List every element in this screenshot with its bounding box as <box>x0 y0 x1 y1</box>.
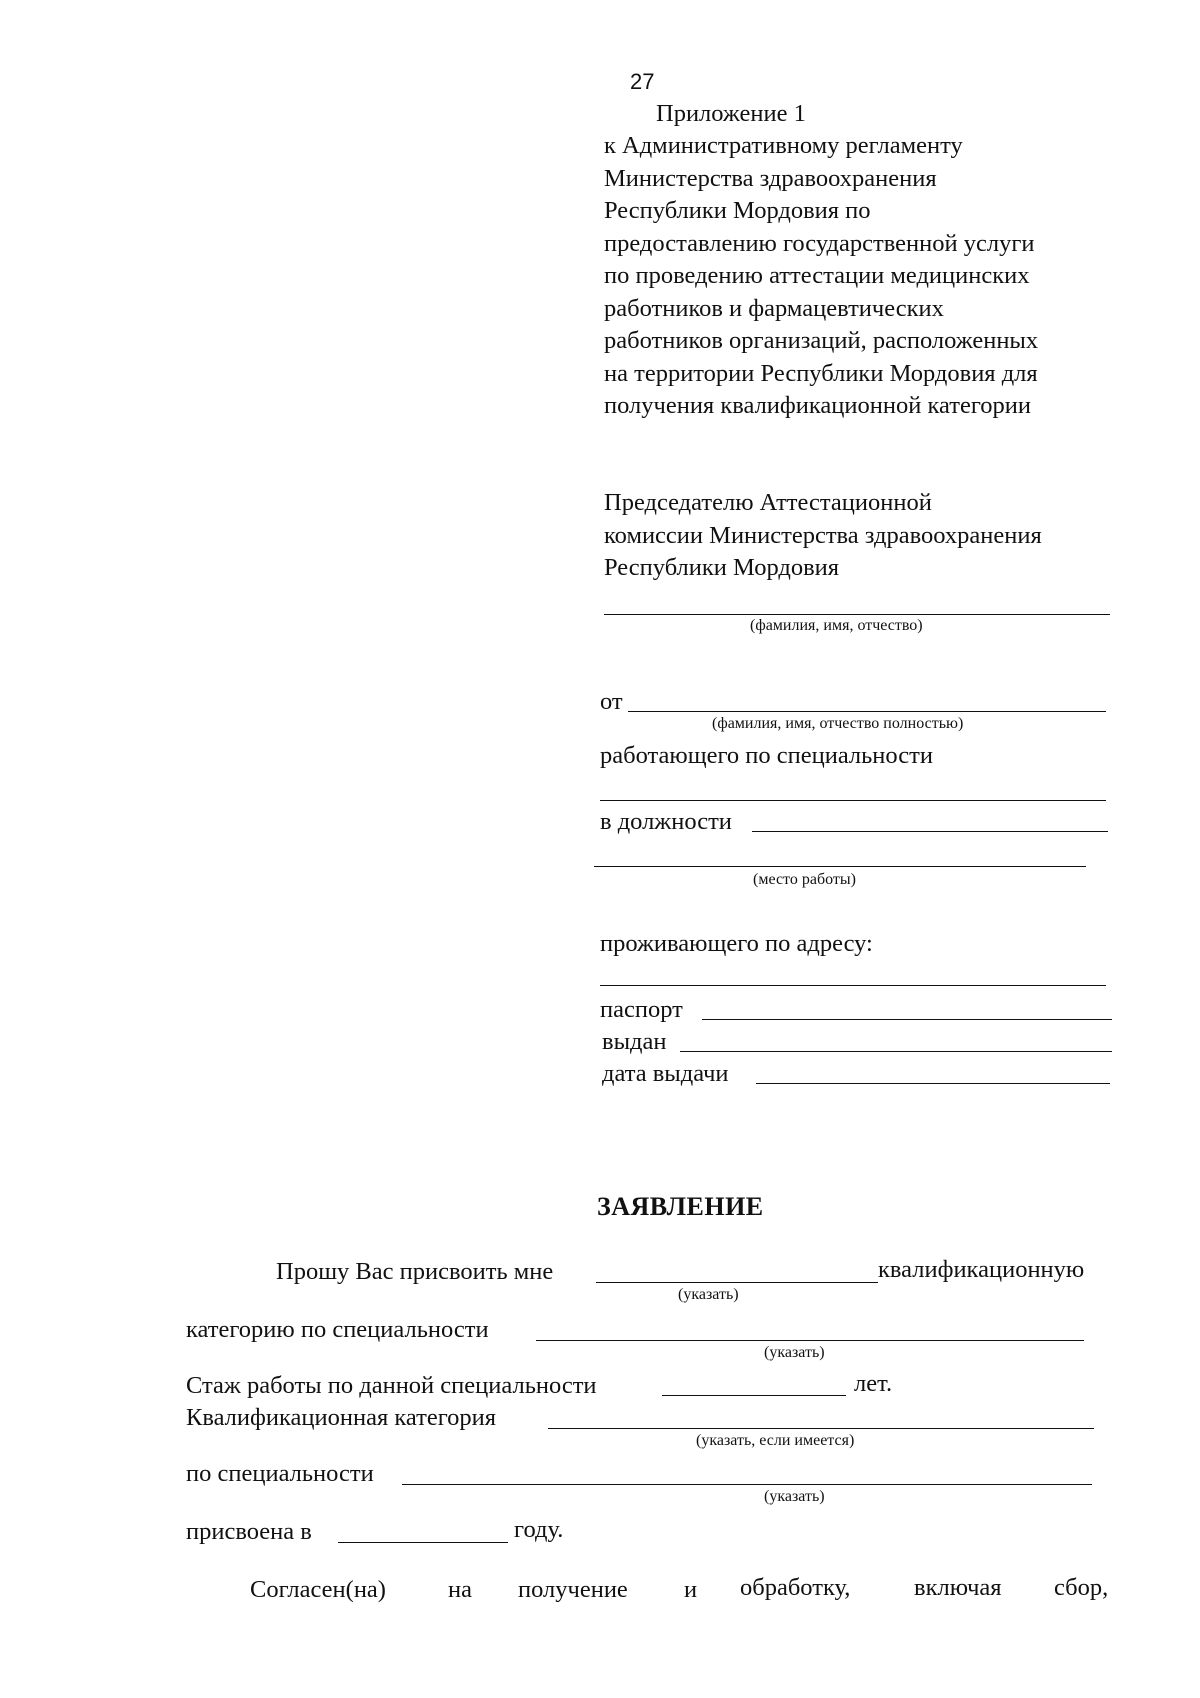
appendix-line: предоставлению государственной услуги <box>604 229 1035 257</box>
category-label: категорию по специальности <box>186 1316 489 1343</box>
consent-word: Согласен(на) <box>250 1576 386 1603</box>
assigned-in-label: присвоена в <box>186 1518 312 1545</box>
current-category-caption: (указать, если имеется) <box>696 1432 855 1449</box>
consent-word: и <box>684 1576 698 1603</box>
addressee-line: Республики Мордовия <box>604 554 840 581</box>
specify-caption: (указать) <box>678 1286 739 1303</box>
appendix-line: по проведению аттестации медицинских <box>604 262 1030 289</box>
appendix-title: Приложение 1 <box>656 100 806 127</box>
passport-field[interactable] <box>702 1019 1112 1020</box>
addressee-line: Председателю Аттестационной <box>604 489 932 516</box>
appendix-line: получения квалификационной категории <box>604 392 1031 419</box>
consent-word: сбор, <box>1054 1574 1109 1601</box>
issue-date-field[interactable] <box>756 1083 1110 1084</box>
consent-word: включая <box>914 1574 1002 1601</box>
assigned-year-field[interactable] <box>338 1542 508 1543</box>
specify-caption: (указать) <box>764 1488 825 1505</box>
year-label: году. <box>514 1516 564 1543</box>
workplace-caption: (место работы) <box>753 871 856 888</box>
appendix-line: работников организаций, расположенных <box>604 327 1039 354</box>
requested-category-field[interactable] <box>596 1282 878 1283</box>
category-specialty-field[interactable] <box>536 1340 1084 1341</box>
applicant-name-field[interactable] <box>628 711 1106 712</box>
by-specialty-field[interactable] <box>402 1484 1092 1485</box>
consent-word: получение <box>518 1576 628 1603</box>
address-label: проживающего по адресу: <box>600 930 873 957</box>
experience-years-field[interactable] <box>662 1395 846 1396</box>
passport-label: паспорт <box>600 996 683 1023</box>
by-specialty-label: по специальности <box>186 1460 374 1487</box>
issue-date-label: дата выдачи <box>602 1060 729 1087</box>
addressee-line: комиссии Министерства здравоохранения <box>604 521 1042 549</box>
issued-label: выдан <box>602 1028 667 1055</box>
experience-label: Стаж работы по данной специальности <box>186 1372 597 1399</box>
applicant-name-caption: (фамилия, имя, отчество полностью) <box>712 715 964 732</box>
chairman-name-field[interactable] <box>604 614 1110 615</box>
position-field[interactable] <box>752 831 1108 832</box>
appendix-line: Республики Мордовия по <box>604 197 871 224</box>
request-prefix: Прошу Вас присвоить мне <box>276 1258 554 1285</box>
chairman-name-caption: (фамилия, имя, отчество) <box>750 617 923 634</box>
appendix-line: Министерства здравоохранения <box>604 164 937 192</box>
experience-unit: лет. <box>854 1370 893 1397</box>
from-label: от <box>600 688 623 715</box>
statement-title: ЗАЯВЛЕНИЕ <box>597 1192 764 1221</box>
page-number: 27 <box>630 69 655 94</box>
addressee-block <box>604 487 1042 585</box>
appendix-reference <box>604 130 1038 423</box>
position-label: в должности <box>600 808 732 835</box>
consent-word: на <box>448 1576 472 1603</box>
current-category-field[interactable] <box>548 1428 1094 1429</box>
current-category-label: Квалификационная категория <box>186 1404 497 1431</box>
appendix-line: работников и фармацевтических <box>604 294 944 322</box>
workplace-field[interactable] <box>594 866 1086 867</box>
specialty-label: работающего по специальности <box>600 742 933 769</box>
specialty-field[interactable] <box>600 800 1106 801</box>
consent-word: обработку, <box>740 1574 851 1601</box>
specify-caption: (указать) <box>764 1344 825 1361</box>
issued-field[interactable] <box>680 1051 1112 1052</box>
request-suffix: квалификационную <box>878 1256 1085 1283</box>
address-field[interactable] <box>600 985 1106 986</box>
appendix-line: на территории Республики Мордовия для <box>604 359 1038 387</box>
appendix-line: к Административному регламенту <box>604 132 963 159</box>
